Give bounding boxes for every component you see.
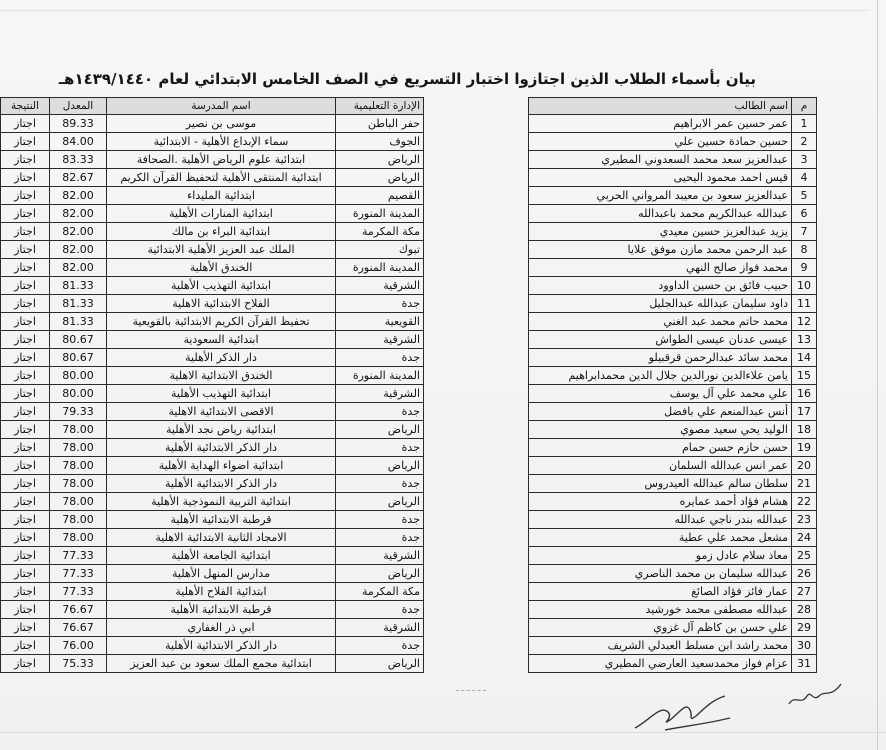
table-row [529, 115, 817, 133]
result-cell: اجتاز [1, 259, 50, 277]
region-cell: الرياض [336, 655, 424, 673]
result-cell: اجتاز [1, 529, 50, 547]
average-cell: 82.00 [50, 187, 107, 205]
student-name-cell: علي محمد علي آل يوسف [529, 385, 792, 403]
region-cell: جدة [336, 439, 424, 457]
row-number-cell: 12 [792, 313, 817, 331]
average-cell: 82.00 [50, 241, 107, 259]
student-name-cell: يزيد عبدالعزيز حسين معيدي [529, 223, 792, 241]
table-row [1, 637, 424, 655]
table-row [529, 565, 817, 583]
table-row [1, 241, 424, 259]
average-cell: 83.33 [50, 151, 107, 169]
region-cell: المدينة المنورة [336, 205, 424, 223]
row-number-cell: 29 [792, 619, 817, 637]
initials-image [785, 680, 845, 710]
school-cell: الخندق الابتدائية الاهلية [107, 367, 336, 385]
average-cell: 77.33 [50, 547, 107, 565]
result-cell: اجتاز [1, 277, 50, 295]
table-row [1, 259, 424, 277]
average-cell: 76.00 [50, 637, 107, 655]
table-row [529, 619, 817, 637]
result-cell: اجتاز [1, 169, 50, 187]
region-cell: الشرقية [336, 277, 424, 295]
school-cell: ابتدائية المليداء [107, 187, 336, 205]
table-row [529, 223, 817, 241]
student-name-cell: عبدالله سليمان بن محمد الناصري [529, 565, 792, 583]
school-cell: ابتدائية المنارات الأهلية [107, 205, 336, 223]
student-name-cell: حبيب فائق بن حسين الداوود [529, 277, 792, 295]
table-row [529, 313, 817, 331]
result-cell: اجتاز [1, 295, 50, 313]
school-cell: ابتدائية رياض نجد الأهلية [107, 421, 336, 439]
region-cell: مكة المكرمة [336, 223, 424, 241]
result-cell: اجتاز [1, 655, 50, 673]
student-name-cell: مشعل محمد علي عطية [529, 529, 792, 547]
row-number-cell: 16 [792, 385, 817, 403]
school-cell: ابتدائية التربية النموذجية الأهلية [107, 493, 336, 511]
table-row [1, 493, 424, 511]
average-cell: 80.00 [50, 385, 107, 403]
region-cell: المدينة المنورة [336, 259, 424, 277]
table-row [1, 583, 424, 601]
row-number-cell: 20 [792, 457, 817, 475]
student-name-cell: داود سليمان عبدالله عبدالجليل [529, 295, 792, 313]
region-cell: جدة [336, 637, 424, 655]
student-name-cell: أنس عبدالمنعم علي بافضل [529, 403, 792, 421]
table-row [529, 601, 817, 619]
row-number-cell: 17 [792, 403, 817, 421]
table-row [1, 511, 424, 529]
table-row [1, 529, 424, 547]
table-row [1, 367, 424, 385]
student-name-cell: الوليد يحي سعيد مصوي [529, 421, 792, 439]
average-cell: 80.00 [50, 367, 107, 385]
table-row [529, 151, 817, 169]
school-cell: دار الذكر الأهلية [107, 349, 336, 367]
row-number-cell: 11 [792, 295, 817, 313]
school-cell: ابتدائية الجامعة الأهلية [107, 547, 336, 565]
student-name-cell: معاذ سلام عادل زمو [529, 547, 792, 565]
table-row [529, 241, 817, 259]
result-cell: اجتاز [1, 457, 50, 475]
row-number-cell: 18 [792, 421, 817, 439]
table-row [529, 547, 817, 565]
region-cell: الرياض [336, 493, 424, 511]
student-name-cell: قيس احمد محمود اليحيى [529, 169, 792, 187]
region-cell: جدة [336, 475, 424, 493]
student-name-cell: محمد راشد ابن مسلط العبدلي الشريف [529, 637, 792, 655]
row-number-cell: 22 [792, 493, 817, 511]
scan-mark [456, 690, 486, 691]
student-name-cell: يامن علاءالدين نورالدين جلال الدين محمدابراهيم [529, 367, 792, 385]
row-number-cell: 7 [792, 223, 817, 241]
table-row [1, 169, 424, 187]
region-cell: الرياض [336, 421, 424, 439]
school-cell: ابتدائية اضواء الهداية الأهلية [107, 457, 336, 475]
school-cell: قرطبة الابتدائية الأهلية [107, 511, 336, 529]
average-cell: 75.33 [50, 655, 107, 673]
region-cell: الشرقية [336, 619, 424, 637]
result-cell: اجتاز [1, 403, 50, 421]
school-cell: ابتدائية مجمع الملك سعود بن عبد العزيز [107, 655, 336, 673]
table-row [529, 637, 817, 655]
header-student-name: اسم الطالب [529, 98, 792, 115]
table-row [529, 133, 817, 151]
average-cell: 78.00 [50, 439, 107, 457]
table-row [1, 133, 424, 151]
table-row [529, 529, 817, 547]
row-number-cell: 19 [792, 439, 817, 457]
students-table-header [529, 98, 817, 115]
student-name-cell: عبدالله عبدالكريم محمد باعبدالله [529, 205, 792, 223]
table-row [1, 547, 424, 565]
table-row [1, 313, 424, 331]
row-number-cell: 1 [792, 115, 817, 133]
table-row [529, 277, 817, 295]
school-cell: الامجاد الثانية الابتدائية الاهلية [107, 529, 336, 547]
student-name-cell: عبدالعزيز سعد محمد السعدوني المطيري [529, 151, 792, 169]
row-number-cell: 8 [792, 241, 817, 259]
school-cell: تحفيظ القرآن الكريم الابتدائية بالقويعية [107, 313, 336, 331]
average-cell: 89.33 [50, 115, 107, 133]
page-edge-right [877, 0, 878, 750]
row-number-cell: 28 [792, 601, 817, 619]
table-row [1, 565, 424, 583]
row-number-cell: 27 [792, 583, 817, 601]
table-row [1, 277, 424, 295]
row-number-cell: 13 [792, 331, 817, 349]
school-cell: ابتدائية البراء بن مالك [107, 223, 336, 241]
table-row [529, 349, 817, 367]
result-cell: اجتاز [1, 349, 50, 367]
student-name-cell: عبدالله مصطفى محمد خورشيد [529, 601, 792, 619]
average-cell: 82.00 [50, 223, 107, 241]
signature-image [630, 690, 740, 735]
region-cell: الشرقية [336, 385, 424, 403]
table-row [1, 619, 424, 637]
header-school: اسم المدرسة [107, 98, 336, 115]
table-row [1, 151, 424, 169]
result-cell: اجتاز [1, 367, 50, 385]
region-cell: الرياض [336, 457, 424, 475]
school-cell: الخندق الأهلية [107, 259, 336, 277]
region-cell: جدة [336, 529, 424, 547]
region-cell: الجوف [336, 133, 424, 151]
header-region: الإدارة التعليمية [336, 98, 424, 115]
average-cell: 78.00 [50, 421, 107, 439]
region-cell: جدة [336, 511, 424, 529]
student-name-cell: عزام فواز محمدسعيد العارضي المطيري [529, 655, 792, 673]
region-cell: جدة [336, 295, 424, 313]
average-cell: 82.67 [50, 169, 107, 187]
table-row [1, 475, 424, 493]
table-row [529, 169, 817, 187]
row-number-cell: 10 [792, 277, 817, 295]
table-row [529, 457, 817, 475]
student-name-cell: عبدالله بندر ناجي عبدالله [529, 511, 792, 529]
school-cell: الاقصى الابتدائية الاهلية [107, 403, 336, 421]
region-cell: الرياض [336, 169, 424, 187]
table-row [529, 367, 817, 385]
table-row [1, 223, 424, 241]
school-cell: ابتدائية السعودية [107, 331, 336, 349]
region-cell: الشرقية [336, 547, 424, 565]
result-cell: اجتاز [1, 205, 50, 223]
school-cell: ابتدائية المنتقى الأهلية لتحفيظ القرآن الكريم [107, 169, 336, 187]
document-title: بيان بأسماء الطلاب الذين اجتازوا اختبار التسريع في الصف الخامس الابتدائي لعام ١٤٣٩/١٤٤٠هـ [58, 70, 756, 88]
student-name-cell: محمد سائد عبدالرحمن قرقبيلو [529, 349, 792, 367]
school-cell: ابتدائية التهذيب الأهلية [107, 385, 336, 403]
table-row [1, 421, 424, 439]
table-row [1, 187, 424, 205]
average-cell: 81.33 [50, 313, 107, 331]
header-average: المعدل [50, 98, 107, 115]
table-row [529, 385, 817, 403]
student-name-cell: عبد الرحمن محمد مازن موفق علايا [529, 241, 792, 259]
table-row [1, 601, 424, 619]
row-number-cell: 23 [792, 511, 817, 529]
average-cell: 81.33 [50, 277, 107, 295]
table-row [529, 421, 817, 439]
students-table [528, 97, 817, 673]
page-edge-top [0, 10, 870, 11]
average-cell: 82.00 [50, 259, 107, 277]
region-cell: الرياض [336, 565, 424, 583]
schools-table [0, 97, 424, 673]
table-row [529, 583, 817, 601]
student-name-cell: عيسى عدنان عيسى الطواش [529, 331, 792, 349]
average-cell: 78.00 [50, 529, 107, 547]
average-cell: 80.67 [50, 349, 107, 367]
region-cell: الرياض [336, 151, 424, 169]
table-row [1, 655, 424, 673]
school-cell: مدارس المنهل الأهلية [107, 565, 336, 583]
result-cell: اجتاز [1, 133, 50, 151]
table-row [529, 475, 817, 493]
region-cell: القويعية [336, 313, 424, 331]
average-cell: 78.00 [50, 511, 107, 529]
average-cell: 77.33 [50, 565, 107, 583]
region-cell: حفر الباطن [336, 115, 424, 133]
result-cell: اجتاز [1, 619, 50, 637]
table-row [529, 331, 817, 349]
row-number-cell: 2 [792, 133, 817, 151]
row-number-cell: 14 [792, 349, 817, 367]
row-number-cell: 24 [792, 529, 817, 547]
header-number: م [792, 98, 817, 115]
result-cell: اجتاز [1, 331, 50, 349]
student-name-cell: هشام فؤاد أحمد عمايره [529, 493, 792, 511]
result-cell: اجتاز [1, 385, 50, 403]
region-cell: القصيم [336, 187, 424, 205]
row-number-cell: 21 [792, 475, 817, 493]
school-cell: سماء الإبداع الأهلية - الابتدائية [107, 133, 336, 151]
table-row [529, 187, 817, 205]
region-cell: مكة المكرمة [336, 583, 424, 601]
average-cell: 78.00 [50, 493, 107, 511]
table-row [529, 511, 817, 529]
average-cell: 77.33 [50, 583, 107, 601]
table-row [529, 493, 817, 511]
student-name-cell: محمد فواز صالح النهي [529, 259, 792, 277]
result-cell: اجتاز [1, 313, 50, 331]
region-cell: الشرقية [336, 331, 424, 349]
result-cell: اجتاز [1, 511, 50, 529]
student-name-cell: حسن حازم حسن حمام [529, 439, 792, 457]
table-row [1, 457, 424, 475]
table-row [529, 403, 817, 421]
result-cell: اجتاز [1, 475, 50, 493]
student-name-cell: محمد حاتم محمد عبد الغني [529, 313, 792, 331]
school-cell: ابتدائية علوم الرياض الأهلية .الصحافة [107, 151, 336, 169]
row-number-cell: 26 [792, 565, 817, 583]
row-number-cell: 4 [792, 169, 817, 187]
row-number-cell: 9 [792, 259, 817, 277]
student-name-cell: عبدالعزيز سعود بن معيبد المرواني الحربي [529, 187, 792, 205]
table-row [1, 205, 424, 223]
school-cell: الملك عبد العزيز الأهلية الابتدائية [107, 241, 336, 259]
row-number-cell: 3 [792, 151, 817, 169]
region-cell: جدة [336, 403, 424, 421]
result-cell: اجتاز [1, 601, 50, 619]
region-cell: تبوك [336, 241, 424, 259]
table-row [529, 439, 817, 457]
table-row [529, 205, 817, 223]
row-number-cell: 25 [792, 547, 817, 565]
school-cell: قرطبة الابتدائية الأهلية [107, 601, 336, 619]
region-cell: المدينة المنورة [336, 367, 424, 385]
student-name-cell: حسين حمادة حسين علي [529, 133, 792, 151]
result-cell: اجتاز [1, 241, 50, 259]
region-cell: جدة [336, 601, 424, 619]
header-result: النتيجة [1, 98, 50, 115]
school-cell: ابي ذر الغفاري [107, 619, 336, 637]
table-row [1, 439, 424, 457]
student-name-cell: عمر انس عبدالله السلمان [529, 457, 792, 475]
table-row [529, 295, 817, 313]
school-cell: الفلاح الابتدائية الاهلية [107, 295, 336, 313]
school-cell: دار الذكر الابتدائية الأهلية [107, 637, 336, 655]
table-row [529, 259, 817, 277]
row-number-cell: 30 [792, 637, 817, 655]
school-cell: موسى بن نصير [107, 115, 336, 133]
average-cell: 76.67 [50, 601, 107, 619]
row-number-cell: 15 [792, 367, 817, 385]
school-cell: ابتدائية الفلاح الأهلية [107, 583, 336, 601]
result-cell: اجتاز [1, 493, 50, 511]
result-cell: اجتاز [1, 223, 50, 241]
row-number-cell: 5 [792, 187, 817, 205]
table-row [1, 385, 424, 403]
student-name-cell: علي حسن بن كاظم آل غزوي [529, 619, 792, 637]
student-name-cell: سلطان سالم عبدالله العيدروس [529, 475, 792, 493]
result-cell: اجتاز [1, 151, 50, 169]
average-cell: 79.33 [50, 403, 107, 421]
row-number-cell: 31 [792, 655, 817, 673]
region-cell: جدة [336, 349, 424, 367]
average-cell: 78.00 [50, 457, 107, 475]
school-cell: دار الذكر الابتدائية الأهلية [107, 475, 336, 493]
average-cell: 84.00 [50, 133, 107, 151]
average-cell: 76.67 [50, 619, 107, 637]
average-cell: 81.33 [50, 295, 107, 313]
schools-table-header [1, 98, 424, 115]
average-cell: 82.00 [50, 205, 107, 223]
table-row [1, 295, 424, 313]
table-row [1, 115, 424, 133]
table-row [1, 331, 424, 349]
row-number-cell: 6 [792, 205, 817, 223]
result-cell: اجتاز [1, 187, 50, 205]
result-cell: اجتاز [1, 547, 50, 565]
average-cell: 80.67 [50, 331, 107, 349]
table-row [1, 403, 424, 421]
result-cell: اجتاز [1, 565, 50, 583]
result-cell: اجتاز [1, 115, 50, 133]
table-row [529, 655, 817, 673]
student-name-cell: عمار فائز فؤاد الصائغ [529, 583, 792, 601]
student-name-cell: عمر حسين عمر الابراهيم [529, 115, 792, 133]
table-row [1, 349, 424, 367]
result-cell: اجتاز [1, 439, 50, 457]
school-cell: دار الذكر الابتدائية الأهلية [107, 439, 336, 457]
result-cell: اجتاز [1, 421, 50, 439]
school-cell: ابتدائية التهذيب الأهلية [107, 277, 336, 295]
page-edge-bottom [0, 732, 886, 733]
result-cell: اجتاز [1, 583, 50, 601]
result-cell: اجتاز [1, 637, 50, 655]
average-cell: 78.00 [50, 475, 107, 493]
